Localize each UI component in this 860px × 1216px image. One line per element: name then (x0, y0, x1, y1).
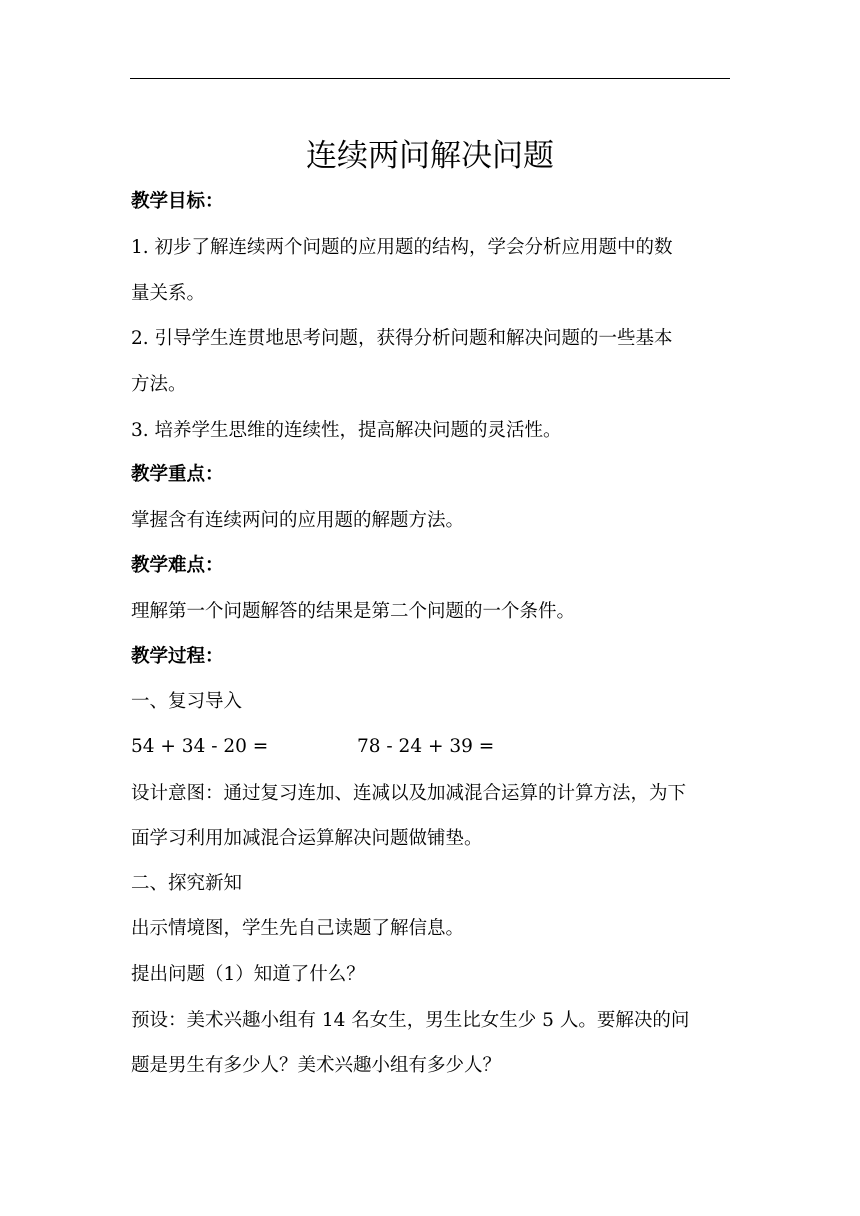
document-title: 连续两问解决问题 (306, 138, 554, 174)
preset-line-1: 预设：美术兴趣小组有 14 名女生，男生比女生少 5 人。要解决的问 (131, 1010, 690, 1031)
question-1-text: 提出问题（1）知道了什么？ (131, 964, 365, 985)
objective-1-line-1: 1. 初步了解连续两个问题的应用题的结构，学会分析应用题中的数 (131, 237, 673, 258)
header-rule (130, 78, 730, 79)
section-2-heading: 二、探究新知 (131, 873, 243, 894)
difficulty-heading: 教学难点： (131, 555, 224, 576)
key-points-text: 掌握含有连续两问的应用题的解题方法。 (131, 510, 465, 531)
objectives-heading: 教学目标： (131, 191, 224, 212)
objective-2-line-1: 2. 引导学生连贯地思考问题，获得分析问题和解决问题的一些基本 (131, 328, 673, 349)
equation-2: 78 - 24 + 39 = (357, 736, 495, 757)
preset-line-2: 题是男生有多少人？美术兴趣小组有多少人？ (131, 1055, 502, 1076)
section-1-heading: 一、复习导入 (131, 691, 243, 712)
process-heading: 教学过程： (131, 646, 224, 667)
show-scene-text: 出示情境图，学生先自己读题了解信息。 (131, 918, 465, 939)
design-intent-line-1: 设计意图：通过复习连加、连减以及加减混合运算的计算方法，为下 (131, 783, 687, 804)
key-points-heading: 教学重点： (131, 464, 224, 485)
equation-1: 54 + 34 - 20 = (131, 736, 269, 757)
objective-1-line-2: 量关系。 (131, 283, 206, 304)
review-equations (131, 734, 731, 760)
design-intent-line-2: 面学习利用加减混合运算解决问题做铺垫。 (131, 828, 483, 849)
objective-3: 3. 培养学生思维的连续性，提高解决问题的灵活性。 (131, 420, 562, 441)
difficulty-text: 理解第一个问题解答的结果是第二个问题的一个条件。 (131, 601, 576, 622)
objective-2-line-2: 方法。 (131, 374, 187, 395)
